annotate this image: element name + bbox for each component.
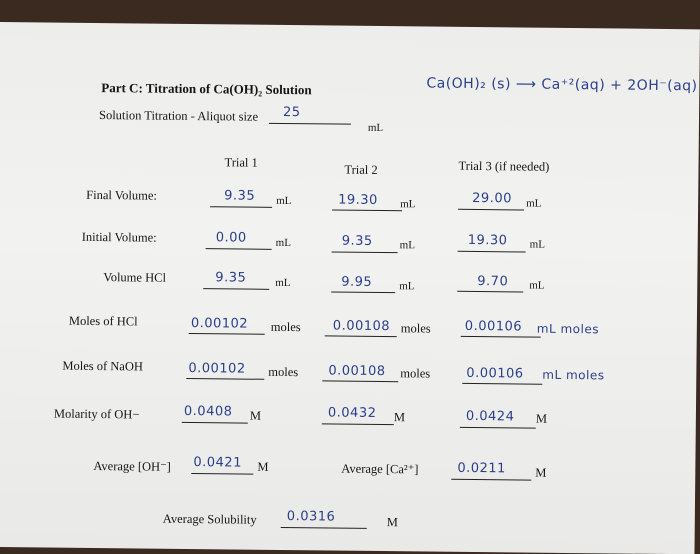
average-solubility-unit: M	[386, 515, 398, 530]
row-label-volume-hcl: Volume HCl	[103, 270, 167, 285]
unit-label: moles	[268, 364, 299, 380]
aliquot-underline	[269, 123, 351, 125]
unit-label: moles	[270, 319, 301, 335]
blank-line	[210, 206, 272, 208]
unit-label: mL	[526, 197, 542, 210]
reaction-equation: Ca(OH)₂ (s) ⟶ Ca⁺²(aq) + 2OH⁻(aq)	[426, 75, 698, 95]
moles-naoh-trial-2: 0.00108	[328, 363, 386, 380]
molarity-oh-trial-2: 0.0432	[327, 405, 377, 421]
aliquot-label: Solution Titration - Aliquot size	[98, 108, 259, 124]
average-solubility-label: Average Solubility	[162, 511, 257, 527]
average-ca-label: Average [Ca²⁺]	[341, 461, 419, 477]
average-ca-value: 0.0211	[457, 460, 506, 477]
molarity-oh-trial-1: 0.0408	[183, 403, 233, 420]
blank-line	[191, 473, 253, 475]
unit-label: mL moles	[536, 321, 600, 337]
column-header-trial-2: Trial 2	[344, 162, 378, 177]
blank-line	[206, 248, 272, 250]
unit-label: moles	[400, 321, 431, 336]
final-volume-trial-1: 9.35	[224, 188, 256, 204]
initial-volume-trial-1: 0.00	[215, 230, 247, 246]
blank-line	[325, 335, 397, 337]
row-label-moles-hcl: Moles of HCl	[68, 313, 138, 329]
unit-label: mL	[529, 238, 546, 251]
unit-label: moles	[400, 366, 431, 381]
blank-line	[331, 291, 395, 293]
unit-label: M	[249, 408, 262, 423]
unit-label: mL	[276, 194, 292, 208]
unit-label: mL moles	[542, 367, 605, 383]
blank-line	[186, 378, 264, 380]
unit-label: mL	[275, 276, 291, 290]
blank-line	[332, 209, 402, 211]
average-oh-unit: M	[257, 459, 269, 474]
volume-hcl-trial-2: 9.95	[341, 274, 373, 290]
blank-line	[461, 336, 541, 338]
row-label-initial-volume: Initial Volume:	[81, 229, 157, 245]
moles-naoh-trial-1: 0.00102	[188, 360, 246, 377]
moles-hcl-trial-2: 0.00108	[332, 318, 391, 335]
aliquot-unit: mL	[367, 121, 384, 135]
blank-line	[451, 479, 531, 481]
blank-line	[457, 291, 523, 293]
blank-line	[281, 527, 367, 529]
volume-hcl-trial-3: 9.70	[477, 274, 509, 290]
blank-line	[203, 288, 269, 290]
blank-line	[182, 422, 248, 424]
blank-line	[332, 251, 398, 253]
blank-line	[458, 209, 524, 211]
blank-line	[458, 251, 526, 253]
final-volume-trial-3: 29.00	[472, 190, 512, 207]
unit-label: mL	[529, 279, 545, 292]
average-oh-label: Average [OH⁻]	[93, 459, 171, 474]
molarity-oh-trial-3: 0.0424	[465, 408, 515, 425]
unit-label: mL	[275, 236, 292, 250]
row-label-moles-naoh: Moles of NaOH	[62, 358, 144, 374]
unit-label: mL	[399, 239, 416, 252]
average-solubility-value: 0.0316	[286, 509, 336, 525]
average-oh-value: 0.0421	[193, 455, 242, 471]
moles-hcl-trial-1: 0.00102	[190, 316, 249, 332]
worksheet-page	[0, 22, 700, 554]
blank-line	[322, 423, 394, 425]
moles-hcl-trial-3: 0.00106	[464, 318, 523, 335]
initial-volume-trial-2: 9.35	[341, 233, 373, 249]
aliquot-value: 25	[282, 104, 301, 121]
unit-label: M	[535, 411, 548, 426]
unit-label: mL	[400, 198, 416, 211]
page-title: Part C: Titration of Ca(OH)₂ Solution	[101, 80, 312, 98]
final-volume-trial-2: 19.30	[338, 192, 378, 208]
column-header-trial-3: Trial 3 (if needed)	[458, 158, 550, 174]
row-label-molarity-oh: Molarity of OH−	[53, 406, 140, 422]
blank-line	[322, 380, 398, 382]
blank-line	[462, 383, 542, 385]
column-header-trial-1: Trial 1	[224, 155, 258, 170]
average-ca-unit: M	[535, 465, 547, 480]
unit-label: M	[393, 410, 406, 425]
blank-line	[460, 427, 536, 429]
volume-hcl-trial-1: 9.35	[215, 270, 247, 286]
moles-naoh-trial-3: 0.00106	[466, 365, 524, 382]
initial-volume-trial-3: 19.30	[467, 232, 508, 249]
row-label-final-volume: Final Volume:	[86, 187, 157, 203]
unit-label: mL	[399, 280, 415, 293]
blank-line	[189, 333, 265, 335]
